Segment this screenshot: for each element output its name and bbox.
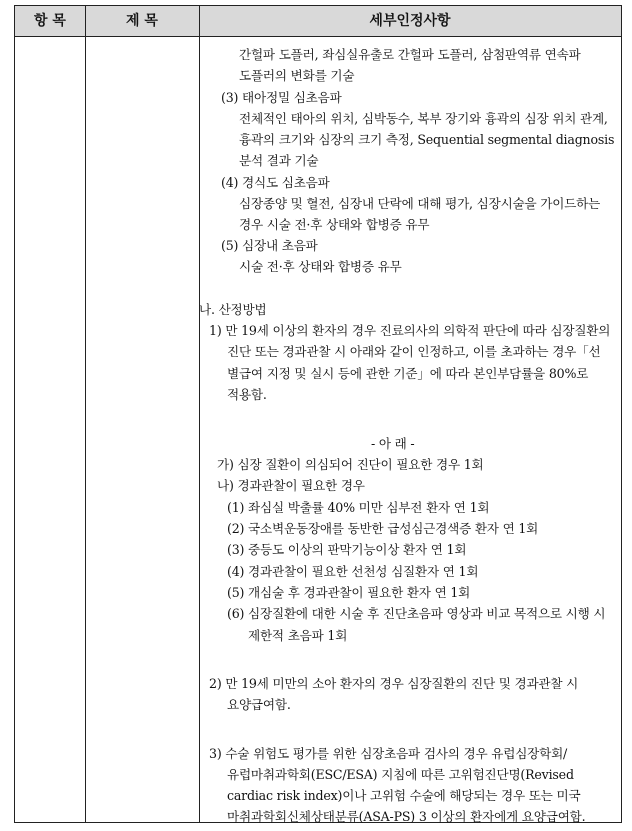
text-line: 적용함.	[227, 387, 267, 402]
text-line: 간헐파 도플러, 좌심실유출로 간헐파 도플러, 삼첨판역류 연속파	[239, 47, 581, 62]
text-line: (3) 중등도 이상의 판막기능이상 환자 연 1회	[227, 542, 467, 557]
text-line: 진단 또는 경과관찰 시 아래와 같이 인정하고, 이를 초과하는 경우「선	[227, 344, 601, 359]
table-header	[15, 6, 621, 37]
text-line: (6) 심장질환에 대한 시술 후 진단초음파 영상과 비교 목적으로 시행 시	[227, 606, 606, 621]
header-details: 세부인정사항	[369, 13, 451, 29]
text-line: 경우 시술 전·후 상태와 합병증 유무	[239, 217, 430, 232]
item-heading: (4) 경식도 심초음파	[221, 175, 330, 190]
text-line: 도플러의 변화를 기술	[239, 68, 355, 83]
section-heading: 나. 산정방법	[199, 302, 267, 317]
text-line: cardiac risk index)이나 고위험 수술에 해당되는 경우 또는 미국	[227, 788, 581, 803]
item-heading: (5) 심장내 초음파	[221, 238, 318, 253]
text-line: (4) 경과관찰이 필요한 선천성 심질환자 연 1회	[227, 564, 479, 579]
document-table	[14, 5, 622, 823]
text-line: 요양급여함.	[227, 697, 291, 712]
text-line: 심장종양 및 혈전, 심장내 단락에 대해 평가, 심장시술을 가이드하는	[239, 196, 601, 211]
item-heading: (3) 태아정밀 심초음파	[221, 90, 342, 105]
header-title: 제 목	[126, 13, 158, 29]
text-line: 분석 결과 기술	[239, 153, 319, 168]
text-line: 1) 만 19세 이상의 환자의 경우 진료의사의 의학적 판단에 따라 심장질환의	[209, 323, 611, 338]
text-line: 흉곽의 크기와 심장의 크기 측정, Sequential segmental diagnosis	[239, 132, 615, 147]
text-line: 나) 경과관찰이 필요한 경우	[217, 478, 365, 493]
column-divider	[199, 6, 200, 822]
text-line: (1) 좌심실 박출률 40% 미만 심부전 환자 연 1회	[227, 500, 490, 515]
text-line: 시술 전·후 상태와 합병증 유무	[239, 259, 402, 274]
text-line: 별급여 지정 및 실시 등에 관한 기준」에 따라 본인부담률을 80%로	[227, 366, 589, 381]
text-line: 전체적인 태아의 위치, 심박동수, 복부 장기와 흉곽의 심장 위치 관계,	[239, 111, 608, 126]
text-line: 3) 수술 위험도 평가를 위한 심장초음파 검사의 경우 유럽심장학회/	[209, 746, 568, 761]
text-line: 가) 심장 질환이 의심되어 진단이 필요한 경우 1회	[217, 457, 484, 472]
text-line: (5) 개심술 후 경과관찰이 필요한 환자 연 1회	[227, 585, 471, 600]
text-line: (2) 국소벽운동장애를 동반한 급성심근경색증 환자 연 1회	[227, 521, 539, 536]
text-line: 마취과학회신체상태분류(ASA-PS) 3 이상의 환자에게 요양급여함.	[227, 809, 586, 824]
header-item: 항 목	[34, 13, 66, 29]
text-line: 제한적 초음파 1회	[248, 628, 348, 643]
text-line: 유럽마취과학회(ESC/ESA) 지침에 따른 고위험진단명(Revised	[227, 767, 574, 782]
subheading-below: - 아 래 -	[371, 436, 415, 451]
text-line: 2) 만 19세 미만의 소아 환자의 경우 심장질환의 진단 및 경과관찰 시	[209, 676, 579, 691]
column-divider	[85, 6, 86, 822]
